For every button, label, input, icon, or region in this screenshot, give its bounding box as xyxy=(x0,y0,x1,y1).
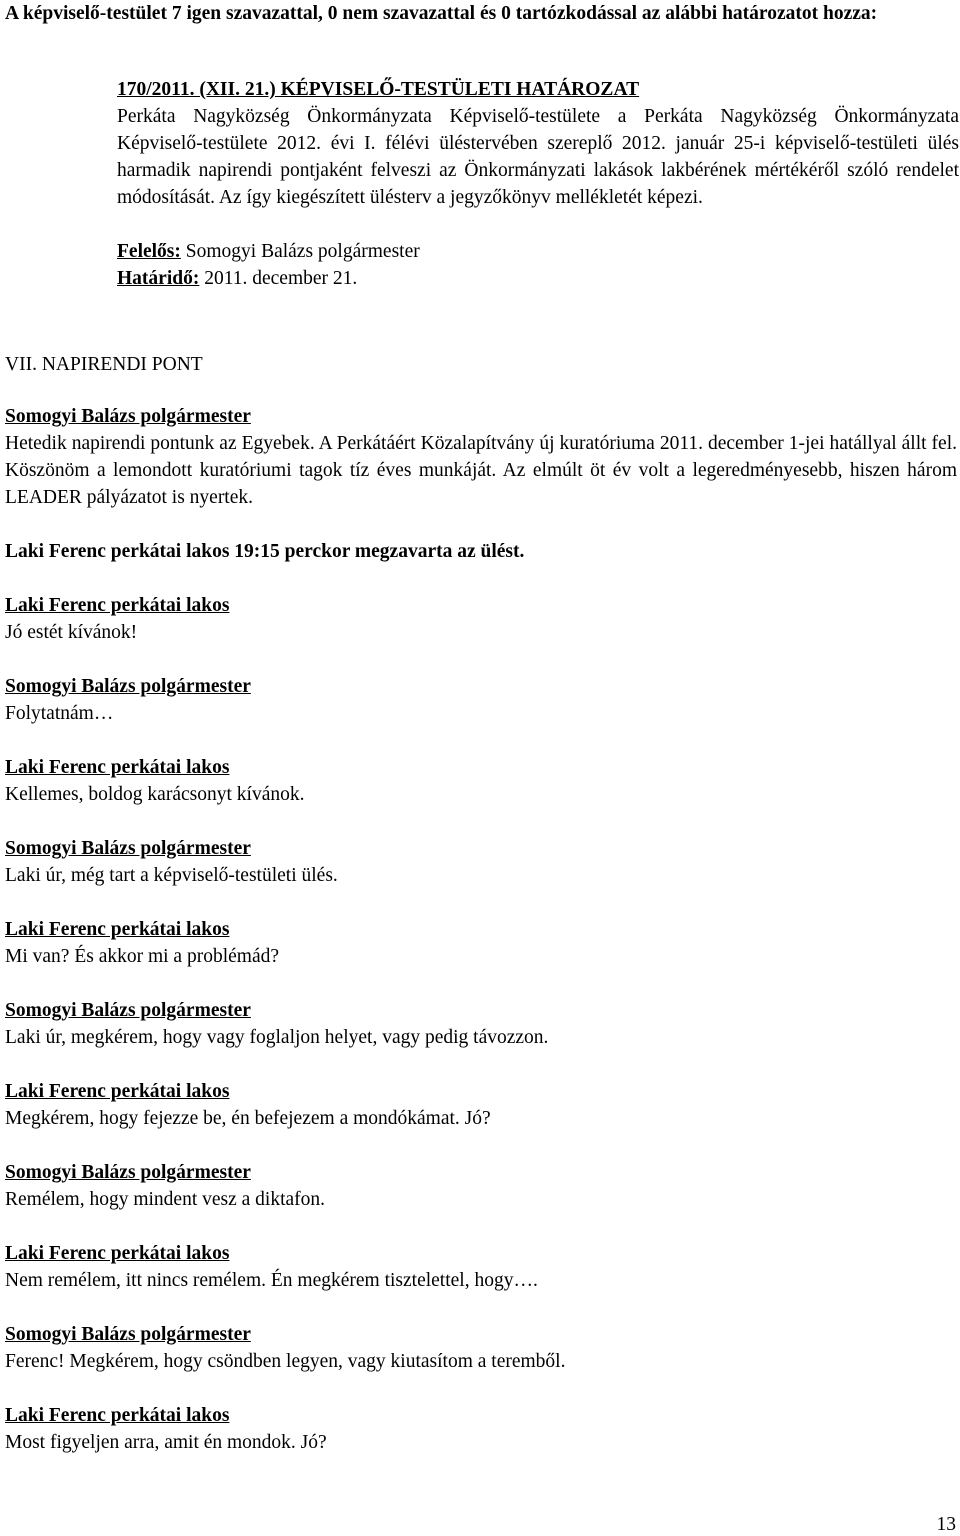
vote-intro: A képviselő-testület 7 igen szavazattal, 0 nem szavazattal és 0 tartózkodással az alábbi határozatot hozza: xyxy=(5,3,878,24)
dialogue-block xyxy=(5,592,957,646)
page-number: 13 xyxy=(936,1514,956,1535)
speech-text: Jó estét kívánok! xyxy=(5,622,138,643)
speaker-name: Laki Ferenc perkátai lakos xyxy=(5,1081,230,1102)
resolution-body: Perkáta Nagyközség Önkormányzata Képviselő-testülete a Perkáta Nagyközség Önkormányzata Képviselő-testülete 2012. évi I. félévi üléstervében szereplő 2012. január 25-i képviselő-testületi ülés harmadik napirendi pontjaként felveszi az Önkormányzati lakások lakbérének mértékéről szóló rendelet módosítását. Az így kiegészített ülésterv a jegyzőkönyv mellékletét képezi. xyxy=(117,106,959,208)
responsible-label: Felelős: xyxy=(117,241,181,262)
speaker-name: Somogyi Balázs polgármester xyxy=(5,1324,251,1345)
speech-text: Kellemes, boldog karácsonyt kívánok. xyxy=(5,784,305,805)
speech-text: Folytatnám… xyxy=(5,703,114,724)
speaker-name: Somogyi Balázs polgármester xyxy=(5,1162,251,1183)
speech-text: Remélem, hogy mindent vesz a diktafon. xyxy=(5,1189,326,1210)
speaker-name: Somogyi Balázs polgármester xyxy=(5,838,251,859)
speaker-name: Somogyi Balázs polgármester xyxy=(5,406,251,427)
dialogue-block xyxy=(5,1078,957,1132)
minutes-flow xyxy=(5,403,957,1483)
speaker-name: Laki Ferenc perkátai lakos xyxy=(5,595,230,616)
dialogue-block xyxy=(5,835,957,889)
resolution-title: 170/2011. (XII. 21.) KÉPVISELŐ-TESTÜLETI HATÁROZAT xyxy=(117,79,640,100)
dialogue-block xyxy=(5,1240,957,1294)
speech-text: Most figyeljen arra, amit én mondok. Jó? xyxy=(5,1432,327,1453)
dialogue-block xyxy=(5,997,957,1051)
dialogue-block xyxy=(5,916,957,970)
speech-text: Megkérem, hogy fejezze be, én befejezem a mondókámat. Jó? xyxy=(5,1108,491,1129)
dialogue-block xyxy=(5,754,957,808)
deadline-label: Határidő: xyxy=(117,268,200,289)
dialogue-block xyxy=(5,1159,957,1213)
speech-text: Hetedik napirendi pontunk az Egyebek. A Perkátáért Közalapítvány új kuratóriuma 2011. december 1-jei hatállyal állt fel. Köszönöm a lemondott kuratóriumi tagok tíz éves munkáját. Az elmúlt öt év volt a legeredményesebb, hiszen három LEADER pályázatot is nyertek. xyxy=(5,433,957,508)
speech-text: Laki úr, megkérem, hogy vagy foglaljon helyet, vagy pedig távozzon. xyxy=(5,1027,549,1048)
dialogue-block xyxy=(5,1402,957,1456)
disturbance-notice: Laki Ferenc perkátai lakos 19:15 perckor megzavarta az ülést. xyxy=(5,541,525,562)
speaker-name: Somogyi Balázs polgármester xyxy=(5,676,251,697)
responsible-value: Somogyi Balázs polgármester xyxy=(185,241,420,262)
speech-text: Nem remélem, itt nincs remélem. Én megkérem tisztelettel, hogy…. xyxy=(5,1270,538,1291)
speech-text: Ferenc! Megkérem, hogy csöndben legyen, vagy kiutasítom a teremből. xyxy=(5,1351,566,1372)
speaker-name: Laki Ferenc perkátai lakos xyxy=(5,919,230,940)
dialogue-block xyxy=(5,673,957,727)
agenda-heading: VII. NAPIRENDI PONT xyxy=(5,354,203,375)
dialogue-block xyxy=(5,403,957,511)
speech-text: Laki úr, még tart a képviselő-testületi ülés. xyxy=(5,865,338,886)
deadline-value: 2011. december 21. xyxy=(204,268,358,289)
responsible-line xyxy=(117,238,959,265)
dialogue-block xyxy=(5,1321,957,1375)
deadline-line xyxy=(117,265,959,292)
speech-text: Mi van? És akkor mi a problémád? xyxy=(5,946,279,967)
speaker-name: Somogyi Balázs polgármester xyxy=(5,1000,251,1021)
resolution-block xyxy=(117,76,959,292)
speaker-name: Laki Ferenc perkátai lakos xyxy=(5,1243,230,1264)
speaker-name: Laki Ferenc perkátai lakos xyxy=(5,757,230,778)
speaker-name: Laki Ferenc perkátai lakos xyxy=(5,1405,230,1426)
